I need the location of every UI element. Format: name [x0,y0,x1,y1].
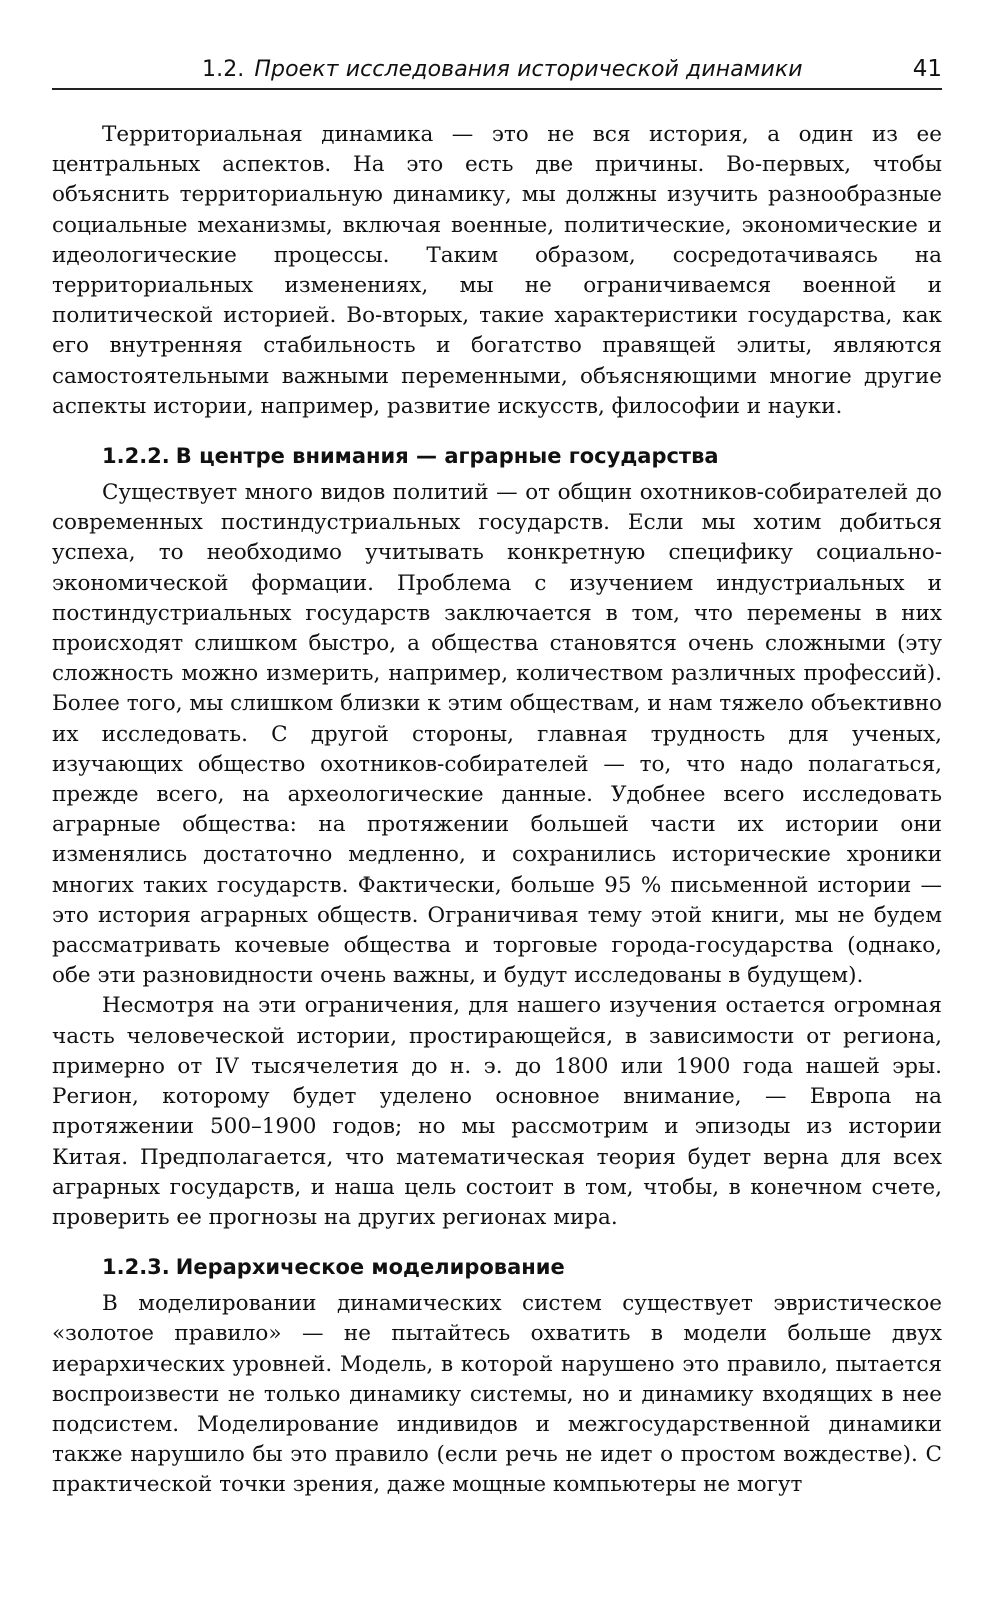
paragraph-territorial-dynamics: Территориальная динамика — это не вся история, а один из ее центральных аспектов. На это есть две причины. Во-первых, чтобы объяснить территориальную динамику, мы должны изучить разнообразные социальные механизмы, включая военные, политические, экономические и идеологические процессы. Таким образом, сосредотачиваясь на территориальных изменениях, мы не ограничиваемся военной и политической историей. Во-вторых, такие характеристики государства, как его внутренняя стабильность и богатство правящей элиты, являются самостоятельными важными переменными, объясняющими многие другие аспекты истории, например, развитие искусств, философии и науки. [52,122,942,419]
running-header-section-number: 1.2. [202,57,245,82]
section-heading-number: 1.2.2. [102,444,170,469]
section-heading-1-2-3 [102,1255,942,1279]
running-header-title [202,57,803,82]
paragraph-hierarchical-modeling: В моделировании динамических систем существует эвристическое «золотое правило» — не пытайтесь охватить в модели больше двух иерархических уровней. Модель, в которой нарушено это правило, пытается воспроизвести не только динамику системы, но и динамику входящих в нее подсистем. Моделирование индивидов и межгосударственной динамики также нарушило бы это правило (если речь не идет о простом вождестве). С практической точки зрения, даже мощные компьютеры не могут [52,1291,942,1498]
section-heading-number: 1.2.3. [102,1255,170,1280]
page-number: 41 [912,56,942,82]
paragraph-limitations: Несмотря на эти ограничения, для нашего изучения остается огромная часть человеческой истории, простирающейся, в зависимости от региона, примерно от IV тысячелетия до н. э. до 1800 или 1900 года нашей эры. Регион, которому будет уделено основное внимание, — Европа на протяжении 500–1900 годов; но мы рассмотрим и эпизоды из истории Китая. Предполагается, что математическая теория будет верна для всех аграрных государств, и наша цель состоит в том, чтобы, в конечном счете, проверить ее прогнозы на других регионах мира. [52,993,942,1230]
section-heading-title: В центре внимания — аграрные государства [175,444,719,469]
running-header-section-title: Проект исследования исторической динамики [254,57,803,82]
section-heading-1-2-2 [102,444,942,468]
paragraph-polity-types: Существует много видов политий — от общин охотников-собирателей до современных постиндустриальных государств. Если мы хотим добиться успеха, то необходимо учитывать конкретную специфику социально-экономической формации. Проблема с изучением индустриальных и постиндустриальных государств заключается в том, что перемены в них происходят слишком быстро, а общества становятся очень сложными (эту сложность можно измерить, например, количеством различных профессий). Более того, мы слишком близки к этим обществам, и нам тяжело объективно их исследовать. С другой стороны, главная трудность для ученых, изучающих общество охотников-собирателей — то, что надо полагаться, прежде всего, на археологические данные. Удобнее всего исследовать аграрные общества: на протяжении большей части их истории они изменялись достаточно медленно, и сохранились исторические хроники многих таких государств. Фактически, больше 95 % письменной истории — это история аграрных обществ. Ограничивая тему этой книги, мы не будем рассматривать кочевые общества и торговые города-государства (однако, обе эти разновидности очень важны, и будут исследованы в будущем). [52,480,942,989]
section-heading-title: Иерархическое моделирование [175,1255,565,1280]
running-header [52,48,942,90]
